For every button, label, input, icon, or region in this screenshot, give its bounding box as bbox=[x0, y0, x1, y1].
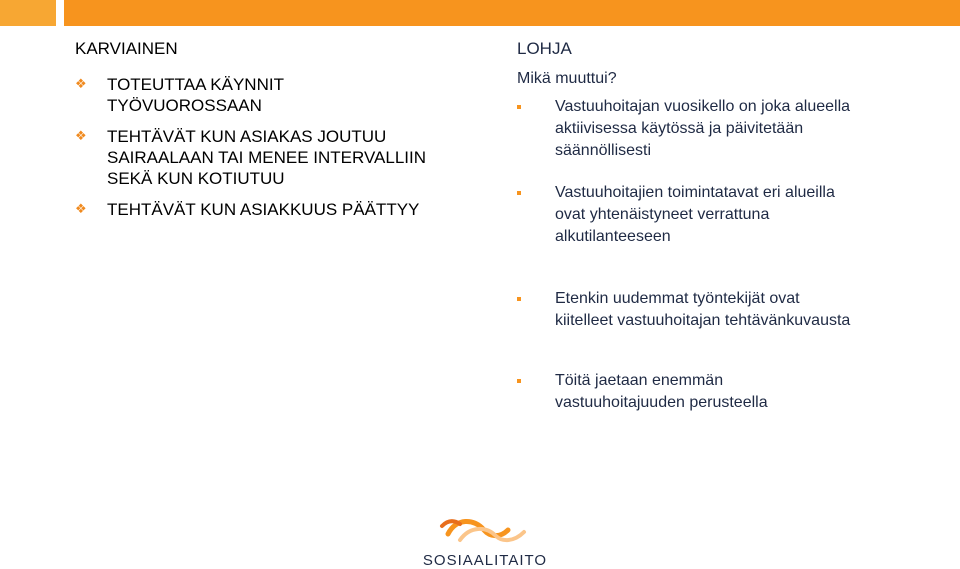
left-heading: KARVIAINEN bbox=[75, 39, 178, 58]
list-item-line: TEHTÄVÄT KUN ASIAKAS JOUTUU bbox=[107, 127, 387, 146]
list-item-line: SAIRAALAAN TAI MENEE INTERVALLIIN bbox=[107, 148, 427, 167]
right-column bbox=[517, 38, 947, 414]
list-item-line: TYÖVUOROSSAAN bbox=[107, 96, 262, 115]
header-accent-block bbox=[0, 0, 56, 26]
list-item bbox=[517, 288, 947, 332]
list-item-line: ovat yhtenäistyneet verrattuna bbox=[555, 206, 770, 223]
list-item bbox=[517, 370, 947, 414]
logo-text: SOSIAALITAITO bbox=[422, 552, 548, 569]
list-item bbox=[75, 199, 475, 220]
list-item-line: kiitelleet vastuuhoitajan tehtävänkuvausta bbox=[555, 312, 851, 329]
header-bar bbox=[64, 0, 960, 26]
diamond-bullet-icon: ❖ bbox=[75, 128, 87, 143]
square-bullet-icon bbox=[517, 379, 521, 383]
diamond-bullet-icon: ❖ bbox=[75, 76, 87, 91]
list-item bbox=[517, 96, 947, 162]
list-item-line: alkutilanteeseen bbox=[555, 228, 671, 245]
list-item-line: aktiivisessa käytössä ja päivitetään bbox=[555, 120, 804, 137]
list-item-line: säännöllisesti bbox=[555, 142, 652, 159]
list-item-line: vastuuhoitajuuden perusteella bbox=[555, 394, 768, 411]
square-bullet-icon bbox=[517, 105, 521, 109]
swirl-logo-icon bbox=[438, 512, 532, 546]
list-item-line: Vastuuhoitajan vuosikello on joka alueella bbox=[555, 98, 851, 115]
list-item-line: Töitä jaetaan enemmän bbox=[555, 372, 724, 389]
square-bullet-icon bbox=[517, 297, 521, 301]
square-bullet-icon bbox=[517, 191, 521, 195]
list-item-line: TOTEUTTAA KÄYNNIT bbox=[107, 75, 284, 94]
list-item bbox=[75, 74, 475, 116]
list-item bbox=[75, 126, 475, 189]
left-column bbox=[75, 38, 475, 230]
list-item-line: Etenkin uudemmat työntekijät ovat bbox=[555, 290, 800, 307]
diamond-bullet-icon: ❖ bbox=[75, 201, 87, 216]
list-item-line: SEKÄ KUN KOTIUTUU bbox=[107, 169, 285, 188]
list-item bbox=[517, 182, 947, 248]
list-item-line: TEHTÄVÄT KUN ASIAKKUUS PÄÄTTYY bbox=[107, 200, 420, 219]
right-heading: LOHJA bbox=[517, 39, 572, 58]
right-subheading: Mikä muuttui? bbox=[517, 70, 617, 87]
list-item-line: Vastuuhoitajien toimintatavat eri alueilla bbox=[555, 184, 835, 201]
sosiaalitaito-logo bbox=[410, 512, 560, 569]
